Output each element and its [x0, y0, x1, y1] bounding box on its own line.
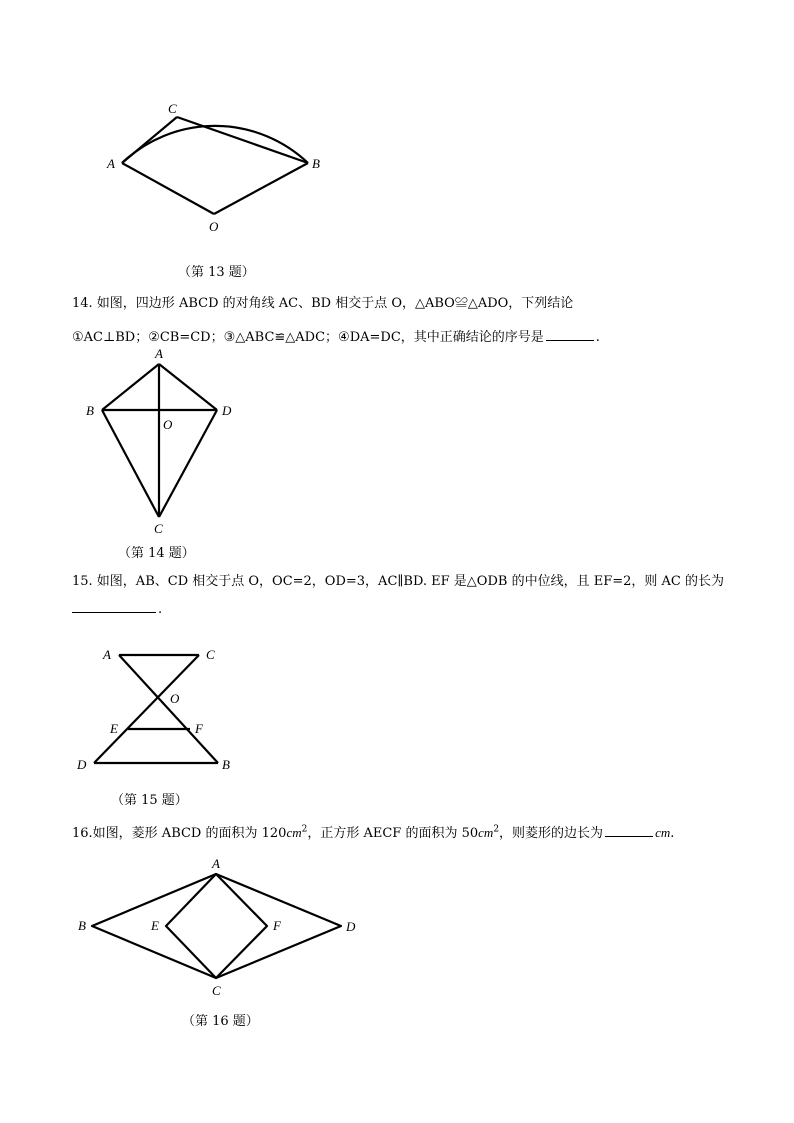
- fig13-segment-ao: [122, 163, 214, 214]
- fig16-label-d: D: [346, 919, 356, 934]
- q16-unit-1: cm: [286, 825, 302, 840]
- q14-line2-text: ①AC⊥BD；②CB=CD；③△ABC≌△ADC；④DA=DC，其中正确结论的序号是: [72, 330, 544, 345]
- q16-exp-1: 2: [301, 824, 308, 835]
- q14-line2: [72, 326, 600, 345]
- fig16-label-c: C: [212, 983, 221, 998]
- q16-prefix: 16.如图，菱形 ABCD 的面积为 120: [72, 826, 287, 841]
- fig13-caption: （第 13 题）: [178, 265, 255, 280]
- fig15-label-d: D: [77, 757, 87, 772]
- q14-answer-blank: [546, 339, 594, 341]
- fig15-label-b: B: [222, 757, 230, 772]
- fig16-caption: （第 16 题）: [182, 1014, 259, 1029]
- fig14-segment-bc: [102, 410, 159, 517]
- q15-line2-end: .: [158, 602, 163, 617]
- q15-answer-blank: [72, 611, 156, 613]
- fig13-label-b: B: [312, 156, 320, 171]
- fig14-caption: （第 14 题）: [118, 546, 195, 561]
- fig14-label-d: D: [222, 403, 232, 418]
- q16-answer-blank: [605, 835, 653, 837]
- q16-unit-2: cm: [478, 825, 494, 840]
- q15-line1: 15. 如图，AB、CD 相交于点 O，OC=2，OD=3，AC∥BD. EF 是△ODB 的中位线，且 EF=2，则 AC 的长为: [72, 574, 724, 589]
- fig13-label-a: A: [107, 156, 115, 171]
- fig15-label-c: C: [206, 647, 215, 662]
- q16-mid: ，正方形 AECF 的面积为 50: [307, 826, 479, 841]
- fig13-label-o: O: [209, 219, 219, 234]
- fig15-label-o: O: [170, 691, 180, 706]
- fig14-label-a: A: [155, 346, 163, 361]
- fig14-segment-ad: [159, 364, 217, 410]
- fig16-label-e: E: [151, 918, 159, 933]
- fig13-label-c: C: [168, 101, 177, 116]
- fig13-segment-ac: [122, 117, 177, 163]
- fig13-segment-ob: [214, 163, 308, 214]
- fig14-segment-ab: [102, 364, 159, 410]
- fig15-segment-ab: [119, 655, 218, 763]
- q15-line2: [72, 602, 162, 617]
- fig14-label-b: B: [86, 403, 94, 418]
- fig16-label-f: F: [273, 918, 281, 933]
- q16-end: .: [670, 826, 675, 841]
- q16-line: [72, 822, 674, 841]
- q16-suffix: ，则菱形的边长为: [499, 826, 604, 841]
- fig16-label-b: B: [78, 918, 86, 933]
- fig15-label-f: F: [195, 721, 203, 736]
- fig16-rhombus-abcd: [92, 874, 341, 978]
- fig13-segment-cb: [177, 117, 308, 163]
- q14-line1: 14. 如图，四边形 ABCD 的对角线 AC、BD 相交于点 O，△ABO≌△ADO，下列结论: [72, 296, 574, 311]
- fig15-segment-cd: [94, 655, 199, 763]
- fig15-label-a: A: [103, 647, 111, 662]
- q16-unit-3: cm: [655, 825, 671, 840]
- fig14-label-o: O: [163, 417, 173, 432]
- fig15-label-e: E: [110, 721, 118, 736]
- fig16-label-a: A: [212, 856, 220, 871]
- q16-exp-2: 2: [493, 824, 500, 835]
- fig14-label-c: C: [154, 521, 163, 536]
- fig15-caption: （第 15 题）: [111, 793, 188, 808]
- q14-line2-end: .: [595, 330, 600, 345]
